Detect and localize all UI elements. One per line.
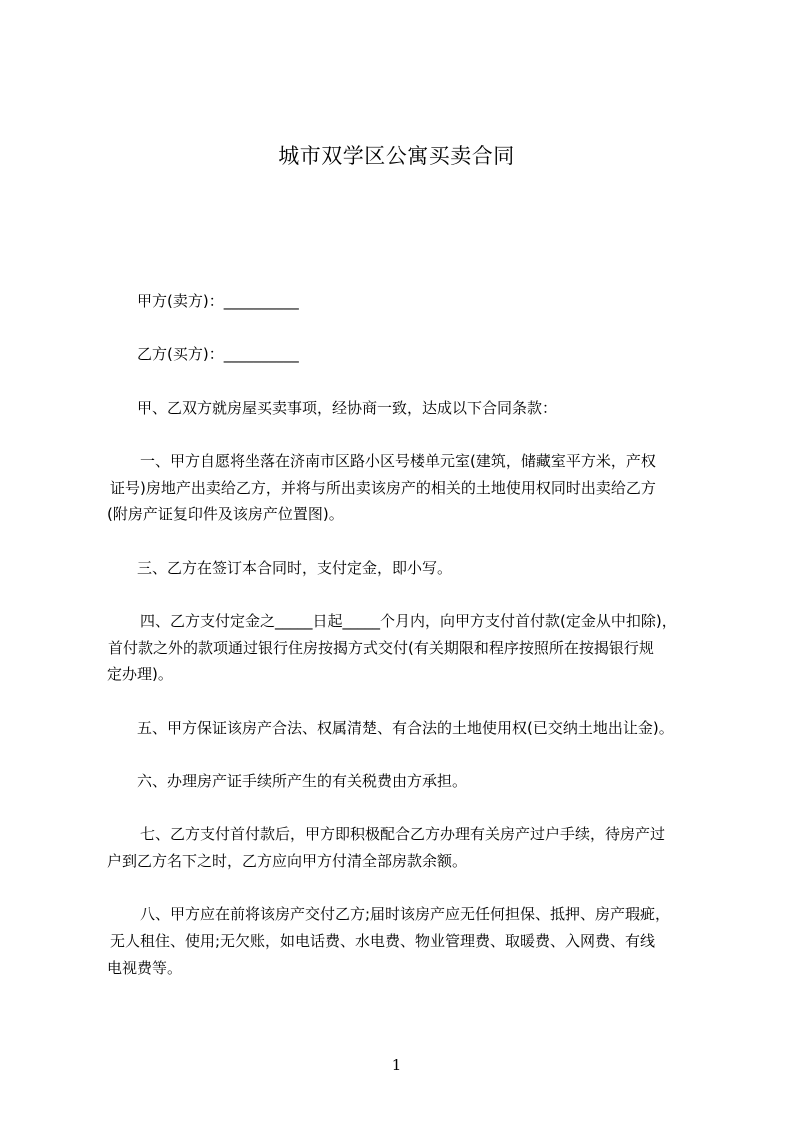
clause-6-line: 六、办理房产证手续所产生的有关税费由方承担。 (137, 772, 468, 790)
clause-8-line-1: 八、甲方应在前将该房产交付乙方;届时该房产应无任何担保、抵押、房产瑕疵， (140, 905, 671, 923)
clause-8-line-2: 无人租住、使用;无欠账，如电话费、水电费、物业管理费、取暖费、入网费、有线 (110, 932, 656, 950)
clause-7-line-1: 七、乙方支付首付款后，甲方即积极配合乙方办理有关房产过户手续，待房产过 (140, 825, 666, 843)
clause-4-line-3: 定办理)。 (107, 665, 173, 683)
party-b-line: 乙方(买方)：__________ (137, 345, 299, 363)
clause-3-line: 三、乙方在签订本合同时，支付定金，即小写。 (137, 559, 453, 577)
preamble-line: 甲、乙双方就房屋买卖事项，经协商一致，达成以下合同条款： (137, 399, 558, 417)
clause-1-line-1: 一、甲方自愿将坐落在济南市区路小区号楼单元室(建筑，储藏室平方米，产权 (140, 452, 656, 470)
clause-4-line-2: 首付款之外的款项通过银行住房按揭方式交付(有关期限和程序按照所在按揭银行规 (108, 639, 654, 657)
clause-7-line-2: 户到乙方名下之时，乙方应向甲方付清全部房款余额。 (107, 852, 468, 870)
clause-5-line: 五、甲方保证该房产合法、权属清楚、有合法的土地使用权(已交纳土地出让金)。 (137, 719, 674, 737)
page-number: 1 (391, 1056, 402, 1074)
clause-1-line-2: 证号)房地产出卖给乙方，并将与所出卖该房产的相关的土地使用权同时出卖给乙方 (110, 479, 656, 497)
document-title: 城市双学区公寓买卖合同 (278, 144, 515, 168)
party-a-line: 甲方(卖方)：__________ (137, 292, 299, 310)
clause-1-line-3: (附房产证复印件及该房产位置图)。 (107, 505, 344, 523)
clause-4-line-1: 四、乙方支付定金之_____日起_____个月内，向甲方支付首付款(定金从中扣除)， (140, 612, 677, 630)
clause-8-line-3: 电视费等。 (107, 959, 183, 977)
